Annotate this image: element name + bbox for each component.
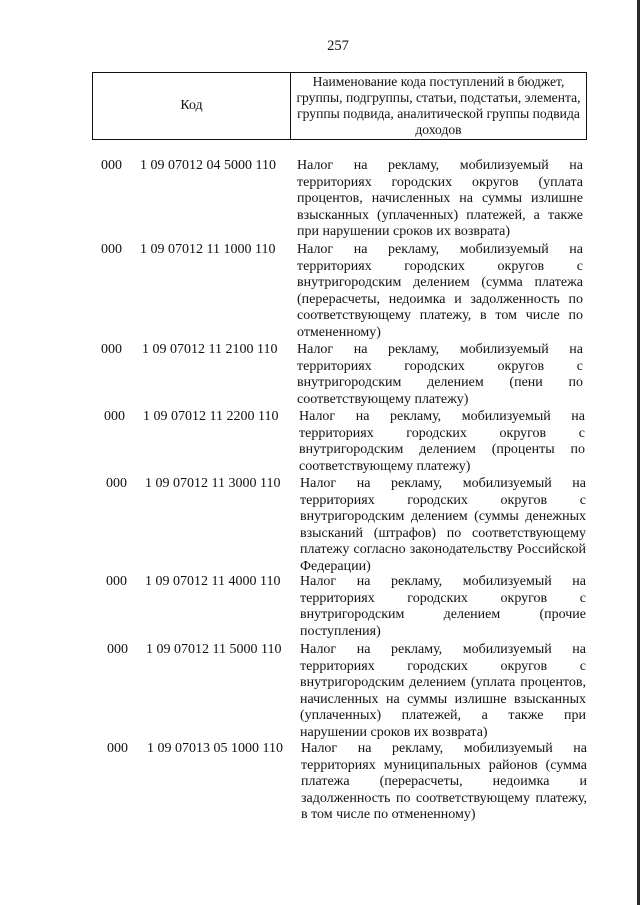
revenue-name: Налог на рекламу, мобилизуемый на территориях городских округов (уплата процентов, начисленных на суммы излишне взысканных (уплаченных) платежей, а также при нарушении сроков их возврата) [297,158,583,239]
revenue-code: 1 09 07012 11 3000 110 [145,476,281,491]
admin-code: 000 [104,409,125,424]
revenue-name: Налог на рекламу, мобилизуемый на территориях городских округов с внутригородским делением (пени по соответствующему платежу) [297,342,583,407]
admin-code: 000 [106,574,127,589]
revenue-name: Налог на рекламу, мобилизуемый на территориях муниципальных районов (сумма платежа (перерасчеты, недоимка и задолженность по соответствующему платежу, в том числе по отмененному) [301,741,587,822]
revenue-code: 1 09 07012 11 1000 110 [140,242,276,257]
header-code-cell: Код [93,73,291,139]
admin-code: 000 [107,741,128,756]
table-header [92,72,587,140]
revenue-name: Налог на рекламу, мобилизуемый на территориях городских округов с внутригородским делением (уплата процентов, начисленных на суммы излишне взысканных (уплаченных) платежей, а также при нарушении сроков их возврата) [300,642,586,740]
admin-code: 000 [107,642,128,657]
revenue-code: 1 09 07013 05 1000 110 [147,741,283,756]
header-name-cell: Наименование кода поступлений в бюджет, группы, подгруппы, статьи, подстатьи, элемента, группы подвида, аналитической группы подвида доходов [296,73,581,138]
revenue-name: Налог на рекламу, мобилизуемый на территориях городских округов с внутригородским делением (суммы денежных взысканий (штрафов) по соответствующему платежу согласно законодательству Российской Федерации) [300,476,586,574]
admin-code: 000 [106,476,127,491]
revenue-code: 1 09 07012 11 2200 110 [143,409,279,424]
admin-code: 000 [101,158,122,173]
admin-code: 000 [101,242,122,257]
revenue-code: 1 09 07012 11 4000 110 [145,574,281,589]
revenue-name: Налог на рекламу, мобилизуемый на территориях городских округов с внутригородским делением (прочие поступления) [300,574,586,639]
revenue-name: Налог на рекламу, мобилизуемый на территориях городских округов с внутригородским делением (сумма платежа (перерасчеты, недоимка и задолженность по соответствующему платежу, в том числе по отмененному) [297,242,583,340]
revenue-name: Налог на рекламу, мобилизуемый на территориях городских округов с внутригородским делением (проценты по соответствующему платежу) [299,409,585,474]
page-number: 257 [327,38,349,54]
revenue-code: 1 09 07012 11 5000 110 [146,642,282,657]
revenue-code: 1 09 07012 04 5000 110 [140,158,276,173]
admin-code: 000 [101,342,122,357]
revenue-code: 1 09 07012 11 2100 110 [142,342,278,357]
